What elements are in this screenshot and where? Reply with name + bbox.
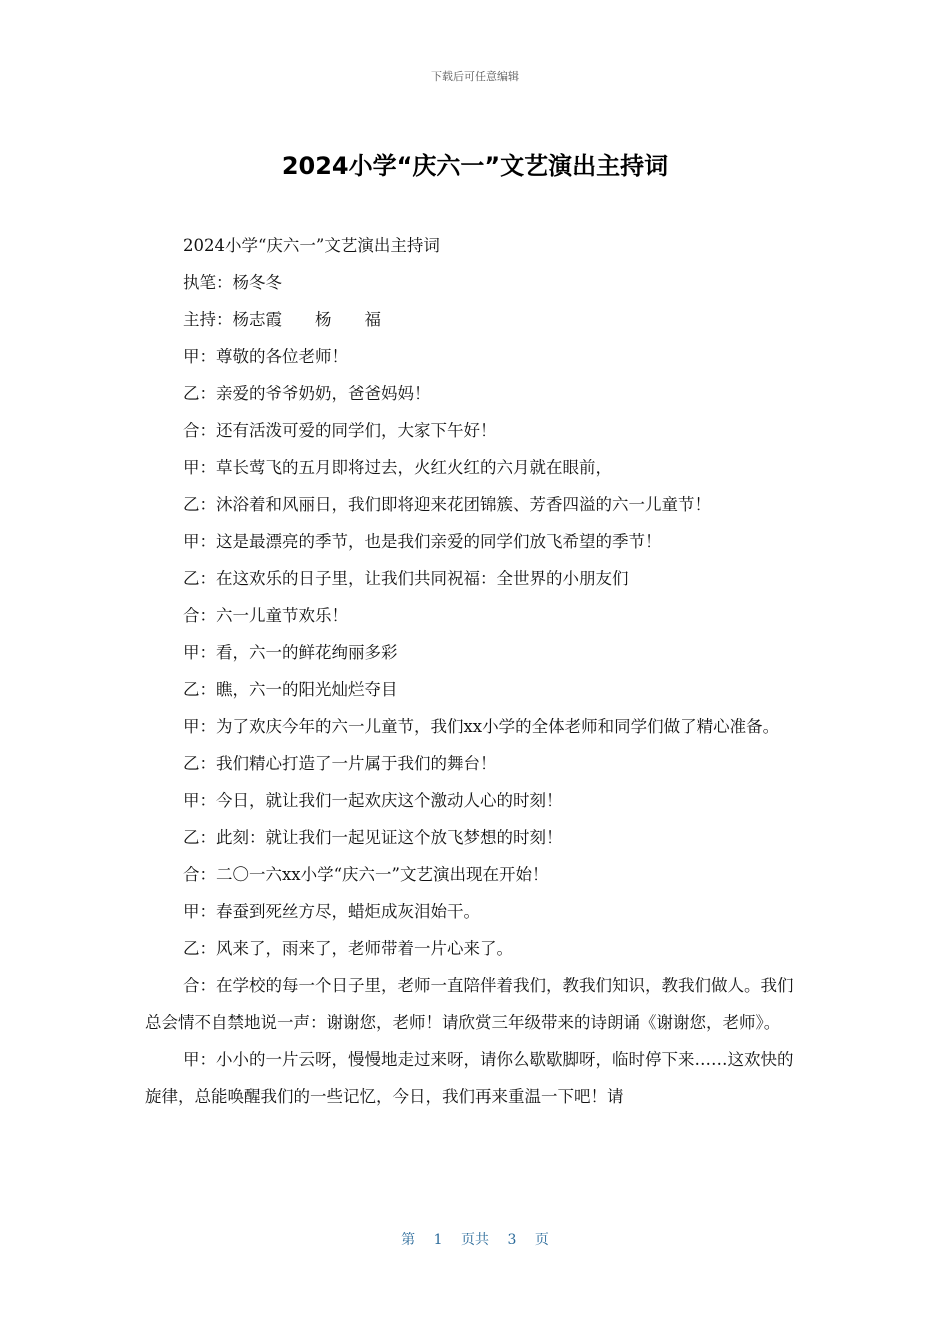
paragraph: 乙：沐浴着和风丽日，我们即将迎来花团锦簇、芳香四溢的六一儿童节！: [183, 495, 711, 514]
paragraph: 合：二〇一六xx小学“庆六一”文艺演出现在开始！: [183, 865, 549, 884]
paragraph: 甲：这是最漂亮的季节，也是我们亲爱的同学们放飞希望的季节！: [183, 532, 662, 551]
page-footer: [0, 1229, 950, 1249]
paragraph: 乙：在这欢乐的日子里，让我们共同祝福：全世界的小朋友们: [183, 569, 629, 588]
footer-prefix: 第: [401, 1232, 416, 1248]
footer-total-pages: 3: [507, 1232, 517, 1248]
paragraph: 甲：小小的一片云呀，慢慢地走过来呀，请你么歇歇脚呀，临时停下来……这欢快的旋律，总能唤醒我们的一些记忆，今日，我们再来重温一下吧！请: [145, 1050, 794, 1106]
paragraph: 甲：今日，就让我们一起欢庆这个激动人心的时刻！: [183, 791, 563, 810]
document-body: [145, 227, 805, 1115]
paragraph: 2024小学“庆六一”文艺演出主持词: [183, 236, 440, 255]
paragraph: 主持：杨志霞 杨 福: [183, 310, 381, 329]
paragraph: 甲：草长莺飞的五月即将过去，火红火红的六月就在眼前，: [183, 458, 612, 477]
header-note: 下载后可任意编辑: [431, 70, 519, 83]
paragraph: 合：六一儿童节欢乐！: [183, 606, 348, 625]
paragraph: 甲：看，六一的鲜花绚丽多彩: [183, 643, 398, 662]
paragraph: 甲：尊敬的各位老师！: [183, 347, 348, 366]
paragraph: 执笔：杨冬冬: [183, 273, 282, 292]
paragraph: 合：在学校的每一个日子里，老师一直陪伴着我们，教我们知识，教我们做人。我们总会情不自禁地说一声：谢谢您，老师！请欣赏三年级带来的诗朗诵《谢谢您，老师》。: [145, 976, 794, 1032]
document-title: 2024小学“庆六一”文艺演出主持词: [281, 152, 669, 180]
footer-middle: 页共: [461, 1232, 489, 1248]
paragraph: 合：还有活泼可爱的同学们，大家下午好！: [183, 421, 497, 440]
footer-page-number: 1: [433, 1232, 443, 1248]
paragraph: 甲：春蚕到死丝方尽，蜡炬成灰泪始干。: [183, 902, 480, 921]
paragraph: 甲：为了欢庆今年的六一儿童节，我们xx小学的全体老师和同学们做了精心准备。: [183, 717, 780, 736]
paragraph: 乙：亲爱的爷爷奶奶，爸爸妈妈！: [183, 384, 431, 403]
paragraph: 乙：此刻：就让我们一起见证这个放飞梦想的时刻！: [183, 828, 563, 847]
paragraph: 乙：风来了，雨来了，老师带着一片心来了。: [183, 939, 513, 958]
paragraph: 乙：瞧，六一的阳光灿烂夺目: [183, 680, 398, 699]
footer-suffix: 页: [534, 1232, 549, 1248]
paragraph: 乙：我们精心打造了一片属于我们的舞台！: [183, 754, 497, 773]
